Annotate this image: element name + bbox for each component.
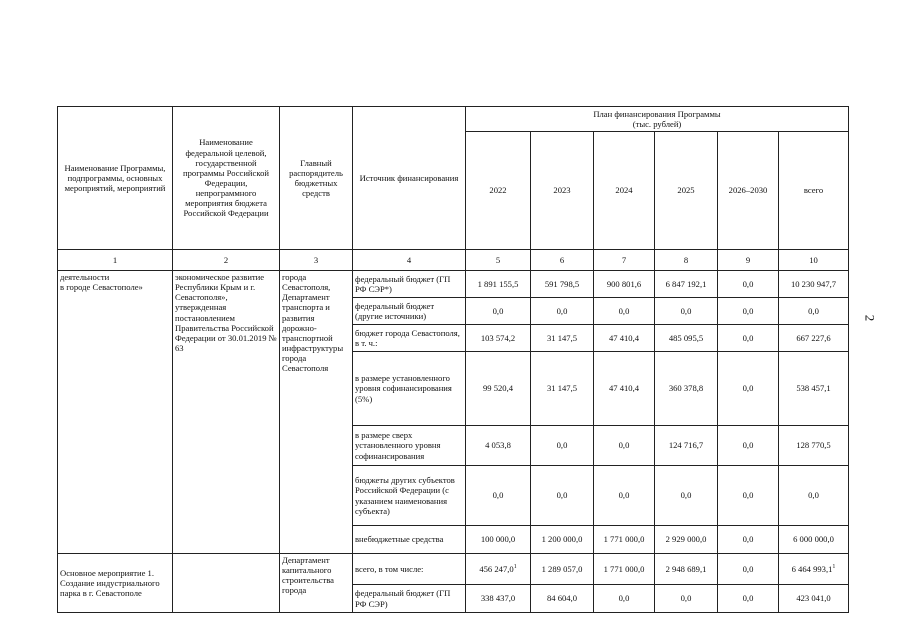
header-total: всего (779, 132, 849, 250)
value-cell: 0,0 (594, 585, 655, 613)
value-cell: 0,0 (779, 466, 849, 526)
value-cell: 0,0 (531, 466, 594, 526)
federal-program-cell (173, 554, 280, 613)
value-cell: 0,0 (718, 585, 779, 613)
column-number: 1 (58, 250, 173, 271)
program-name-cell: Основное мероприятие 1. Создание индустриального парка в г. Севастополе (58, 554, 173, 613)
header-year: 2025 (655, 132, 718, 250)
value-cell: 360 378,8 (655, 352, 718, 426)
value-cell: 6 847 192,1 (655, 271, 718, 298)
value-cell: 0,0 (531, 298, 594, 325)
header-program: Наименование Программы, подпрограммы, основных мероприятий, мероприятий (58, 107, 173, 250)
value-cell: 31 147,5 (531, 352, 594, 426)
footnote-mark: 1 (513, 564, 517, 571)
financing-table (57, 106, 849, 613)
value-cell: 2 929 000,0 (655, 526, 718, 554)
value-cell: 1 200 000,0 (531, 526, 594, 554)
source-cell: бюджет города Севастополя, в т. ч.: (353, 325, 466, 352)
value-cell: 338 437,0 (466, 585, 531, 613)
value-cell: 100 000,0 (466, 526, 531, 554)
source-cell: федеральный бюджет (ГП РФ СЭР*) (353, 271, 466, 298)
value-cell: 0,0 (718, 298, 779, 325)
value-cell: 0,0 (655, 585, 718, 613)
value-cell: 1 891 155,5 (466, 271, 531, 298)
value-cell: 47 410,4 (594, 325, 655, 352)
value-cell: 0,0 (655, 466, 718, 526)
column-number: 8 (655, 250, 718, 271)
page-number: 2 (862, 314, 878, 322)
column-number: 3 (280, 250, 353, 271)
column-number: 9 (718, 250, 779, 271)
value-cell: 0,0 (718, 271, 779, 298)
value-cell: 0,0 (718, 325, 779, 352)
value-cell: 900 801,6 (594, 271, 655, 298)
manager-cell: Департамент капитального строительства города (280, 554, 353, 613)
value-cell: 0,0 (718, 526, 779, 554)
column-number: 5 (466, 250, 531, 271)
column-number: 7 (594, 250, 655, 271)
value-cell: 6 464 993,1$^1$ (779, 554, 849, 585)
program-name-cell: деятельности в городе Севастополе» (58, 271, 173, 554)
value-cell: 1 289 057,0 (531, 554, 594, 585)
value-cell: 128 770,5 (779, 426, 849, 466)
value-cell: 538 457,1 (779, 352, 849, 426)
table-row (58, 554, 849, 585)
header-manager: Главный распорядитель бюджетных средств (280, 107, 353, 250)
value-cell: 0,0 (466, 298, 531, 325)
source-cell: в размере сверх установленного уровня софинансирования (353, 426, 466, 466)
value-cell: 84 604,0 (531, 585, 594, 613)
value-cell: 485 095,5 (655, 325, 718, 352)
manager-cell: города Севастополя, Департамент транспорта и развития дорожно-транспортной инфраструктуры города Севастополя (280, 271, 353, 554)
header-year: 2026–2030 (718, 132, 779, 250)
value-cell: 47 410,4 (594, 352, 655, 426)
value-cell: 0,0 (718, 466, 779, 526)
value-cell: 2 948 689,1 (655, 554, 718, 585)
value-cell: 0,0 (594, 426, 655, 466)
value-cell: 456 247,0$^1$ (466, 554, 531, 585)
value-cell: 0,0 (718, 352, 779, 426)
value-cell: 667 227,6 (779, 325, 849, 352)
value-cell: 0,0 (779, 298, 849, 325)
value-cell: 0,0 (718, 426, 779, 466)
source-cell: всего, в том числе: (353, 554, 466, 585)
value-cell: 0,0 (655, 298, 718, 325)
value-cell: 6 000 000,0 (779, 526, 849, 554)
source-cell: федеральный бюджет (другие источники) (353, 298, 466, 325)
column-number: 2 (173, 250, 280, 271)
value-cell: 0,0 (531, 426, 594, 466)
header-year: 2023 (531, 132, 594, 250)
value-cell: 423 041,0 (779, 585, 849, 613)
header-year: 2024 (594, 132, 655, 250)
source-cell: федеральный бюджет (ГП РФ СЭР) (353, 585, 466, 613)
value-cell: 124 716,7 (655, 426, 718, 466)
value-cell: 0,0 (594, 466, 655, 526)
value-cell: 1 771 000,0 (594, 554, 655, 585)
header-year: 2022 (466, 132, 531, 250)
federal-program-cell: экономическое развитие Республики Крым и г. Севастополя», утвержденная постановлением Правительства Российской Федерации от 30.01.2019 № 63 (173, 271, 280, 554)
column-number: 10 (779, 250, 849, 271)
value-cell: 0,0 (594, 298, 655, 325)
value-cell: 99 520,4 (466, 352, 531, 426)
value-cell: 0,0 (466, 466, 531, 526)
value-cell: 10 230 947,7 (779, 271, 849, 298)
value-cell: 4 053,8 (466, 426, 531, 466)
column-number: 6 (531, 250, 594, 271)
table-row (58, 271, 849, 298)
source-cell: в размере установленного уровня софинансирования (5%) (353, 352, 466, 426)
value-cell: 31 147,5 (531, 325, 594, 352)
source-cell: бюджеты других субъектов Российской Федерации (с указанием наименования субъекта) (353, 466, 466, 526)
footnote-mark: 1 (832, 564, 836, 571)
column-number: 4 (353, 250, 466, 271)
value-cell: 103 574,2 (466, 325, 531, 352)
header-federal-program: Наименование федеральной целевой, государственной программы Российской Федерации, непрограммного мероприятия бюджета Российской Федерации (173, 107, 280, 250)
header-source: Источник финансирования (353, 107, 466, 250)
value-cell: 1 771 000,0 (594, 526, 655, 554)
value-cell: 0,0 (718, 554, 779, 585)
value-cell: 591 798,5 (531, 271, 594, 298)
source-cell: внебюджетные средства (353, 526, 466, 554)
header-plan: План финансирования Программы (тыс. рублей) (466, 107, 849, 132)
